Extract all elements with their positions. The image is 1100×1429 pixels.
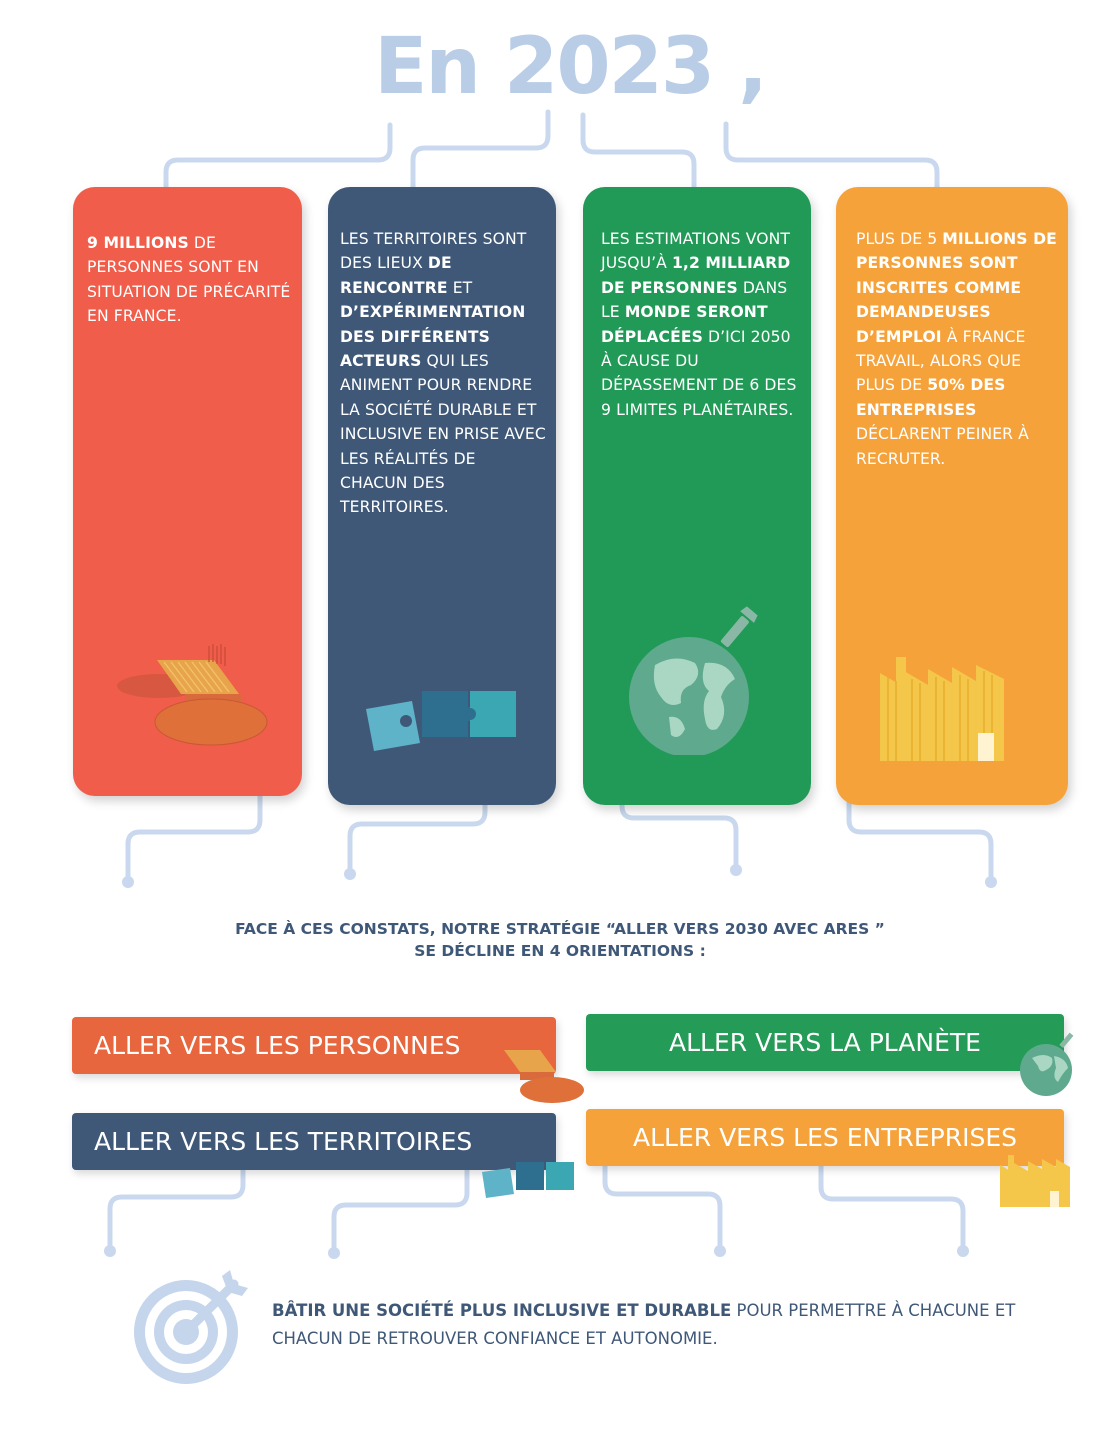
card-text-segment: À FRANCE TRAVAIL, ALORS QUE PLUS DE [856,327,1026,395]
card-text-segment: DE RENCONTRE [340,254,452,297]
card-text-segment: DÉCLARENT PEINER À RECRUTER. [856,425,1029,468]
slide-illustration-icon [109,642,279,762]
globe-small-icon [1018,1030,1080,1098]
card-text-segment: 1,2 MILLIARD DE PERSONNES [601,254,791,297]
card-text [340,227,546,520]
intro-line-2: SE DÉCLINE EN 4 ORIENTATIONS : [414,942,706,960]
card-text-segment: DANS LE [601,278,788,322]
orientation-territoires: ALLER VERS LES TERRITOIRES [72,1113,556,1170]
card-text-segment: MILLIONS DE PERSONNES SONT INSCRITES COMME DEMANDEUSES D’EMPLOI [856,230,1057,346]
card-text [856,227,1058,471]
card-text-segment: 50% DES ENTREPRISES [856,376,1006,419]
card-text-segment: D’ICI 2050 À CAUSE DU DÉPASSEMENT DE 6 DES 9 LIMITES PLANÉTAIRES. [601,327,797,419]
card-text [87,231,292,329]
card-text [601,227,801,422]
intro-line-1: FACE À CES CONSTATS, NOTRE STRATÉGIE “ALLER VERS 2030 AVEC ARES ” [235,920,885,938]
card-text-segment: DE PERSONNES SONT EN SITUATION DE PRÉCARITÉ EN FRANCE. [87,234,291,326]
orientation-entreprises: ALLER VERS LES ENTREPRISES [586,1109,1064,1166]
orientation-personnes: ALLER VERS LES PERSONNES [72,1017,556,1074]
card-text-segment: LES ESTIMATIONS VONT JUSQU’À [601,230,790,273]
factory-small-icon [1000,1155,1072,1209]
card-text-segment: D’EXPÉRIMENTATION DES DIFFÉRENTS ACTEURS [340,303,526,371]
card-text-segment: PLUS DE 5 [856,230,943,248]
strategy-intro [150,918,970,962]
page-title: En 2023 , [374,22,766,112]
mission-bold: BÂTIR UNE SOCIÉTÉ PLUS INCLUSIVE ET DURABLE [272,1301,732,1320]
globe-icon [625,605,765,755]
slide-small-icon [500,1046,586,1108]
target-icon [130,1270,250,1388]
orientation-planete: ALLER VERS LA PLANÈTE [586,1014,1064,1071]
card-text-segment: 9 MILLIONS [87,234,189,252]
mission-statement [272,1297,1032,1353]
card-text-segment: ET [447,278,473,297]
card-text-segment: QUI LES ANIMENT POUR RENDRE LA SOCIÉTÉ DURABLE ET INCLUSIVE EN PRISE AVEC LES RÉALITÉS DE CHACUN DES TERRITOIRES. [340,352,546,517]
card-text-segment: LES TERRITOIRES SONT DES LIEUX [340,230,527,273]
puzzle-icon [362,685,522,755]
stat-card-deplaces [583,187,811,805]
factory-icon [880,657,1022,767]
puzzle-small-icon [480,1160,578,1200]
stat-card-emploi [836,187,1068,805]
stat-card-territoires [328,187,556,805]
stat-card-precarite [73,187,302,796]
mission-rest: POUR PERMETTRE À CHACUNE ET CHACUN DE RETROUVER CONFIANCE ET AUTONOMIE. [272,1301,1016,1348]
card-text-segment: MONDE SERONT DÉPLACÉES [601,303,768,346]
